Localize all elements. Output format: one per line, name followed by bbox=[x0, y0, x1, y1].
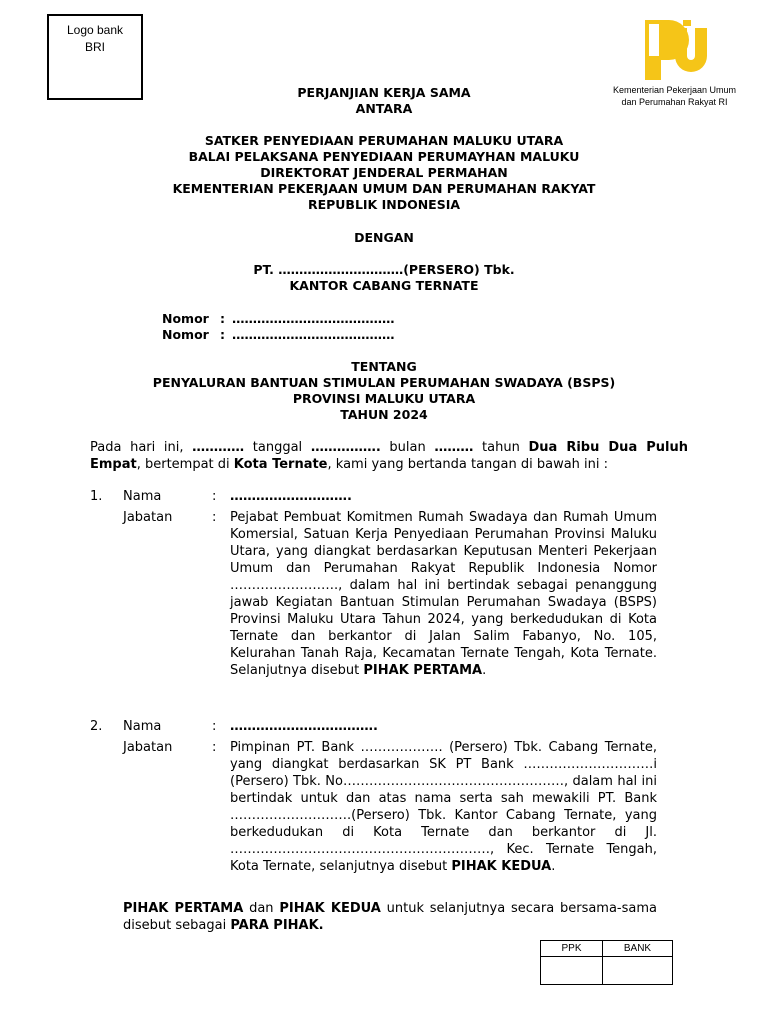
dengan-heading: DENGAN bbox=[354, 230, 414, 245]
pihak-pertama-term: PIHAK PERTAMA bbox=[123, 901, 244, 916]
party2-jabatan-body: Pimpinan PT. Bank ………………. (Persero) Tbk. Cabang Ternate, yang diangkat berdasarkan SK PT Bank …………………………i (Persero) Tbk. No……………………………………………, dalam hal ini bertindak untuk dan atas nama serta sah mewakili PT. Bank ……………………….(Persero) Tbk. Kantor Cabang Ternate, yang berkedudukan di Kota Ternate dan berkantor di Jl. ……………………………………………………, Kec. Ternate Tengah, Kota Ternate, selanjutnya disebut bbox=[230, 740, 657, 874]
closing-paragraph bbox=[123, 900, 657, 934]
party1-jabatan-end: . bbox=[482, 663, 487, 678]
party2-number: 2. bbox=[90, 719, 103, 734]
party2-jabatan-text bbox=[230, 739, 657, 875]
ministry-caption-line2: dan Perumahan Rakyat RI bbox=[621, 97, 728, 107]
nomor-label: Nomor bbox=[162, 311, 209, 326]
intro-text: bulan bbox=[380, 440, 435, 455]
day-blank: ………… bbox=[192, 440, 245, 455]
nomor-value: ………………………………… bbox=[232, 327, 395, 342]
party2-title-line2: KANTOR CABANG TERNATE bbox=[289, 278, 479, 293]
intro-text: tanggal bbox=[244, 440, 311, 455]
pu-logo-icon bbox=[639, 18, 711, 82]
party1-jabatan-colon: : bbox=[212, 510, 217, 525]
subject-line3: TAHUN 2024 bbox=[340, 407, 428, 422]
place-text: Kota Ternate bbox=[233, 457, 328, 472]
nomor-colon: : bbox=[220, 311, 225, 326]
party1-title-line2: BALAI PELAKSANA PENYEDIAAN PERUMAYHAN MALUKU bbox=[188, 149, 580, 164]
bank-initial-cell bbox=[603, 957, 673, 985]
intro-text: , bertempat di bbox=[136, 457, 234, 472]
party2-jabatan-end: . bbox=[551, 859, 556, 874]
closing-text: untuk selanjutnya secara bersama-sama disebut sebagai bbox=[123, 901, 657, 933]
party1-nama-colon: : bbox=[212, 489, 217, 504]
pihak-kedua-term: PIHAK KEDUA bbox=[279, 901, 381, 916]
para-pihak-term: PARA PIHAK. bbox=[230, 918, 324, 933]
party2-nama-label: Nama bbox=[123, 719, 162, 734]
closing-text: dan bbox=[243, 901, 280, 916]
ministry-caption-line1: Kementerian Pekerjaan Umum bbox=[612, 85, 737, 95]
party1-nama-label: Nama bbox=[123, 489, 162, 504]
party1-jabatan-text bbox=[230, 509, 657, 679]
party1-nama-value: ………………………. bbox=[230, 489, 352, 504]
party1-jabatan-body: Pejabat Pembuat Komitmen Rumah Swadaya dan Rumah Umum Komersial, Satuan Kerja Penyediaan Perumahan Provinsi Maluku Utara, yang diangkat berdasarkan Keputusan Menteri Pekerjaan Umum dan Perumahan Rakyat Republik Indonesia Nomor ……………………., dalam hal ini bertindak sebagai penanggung jawab Kegiatan Bantuan Stimulan Perumahan Swadaya (BSPS) Provinsi Maluku Utara Tahun 2024, yang berkedudukan di Kota Ternate dan berkantor di Jalan Salim Fabanyo, No. 105, Kelurahan Tanah Raja, Kecamatan Ternate Tengah, Kota Ternate. Selanjutnya disebut bbox=[230, 510, 657, 678]
party1-designation: PIHAK PERTAMA bbox=[363, 663, 483, 678]
nomor-colon: : bbox=[220, 327, 225, 342]
party2-title-line1: PT. …………………………(PERSERO) Tbk. bbox=[253, 262, 515, 277]
party2-designation: PIHAK KEDUA bbox=[451, 859, 552, 874]
ppk-initial-cell bbox=[541, 957, 603, 985]
subject-line2: PROVINSI MALUKU UTARA bbox=[292, 391, 476, 406]
party1-title-line3: DIREKTORAT JENDERAL PERMAHAN bbox=[260, 165, 508, 180]
party1-title-line1: SATKER PENYEDIAAN PERUMAHAN MALUKU UTARA bbox=[204, 133, 564, 148]
ppk-header: PPK bbox=[541, 941, 603, 957]
nomor-line-1 bbox=[162, 311, 395, 327]
party2-nama-colon: : bbox=[212, 719, 217, 734]
party2-jabatan-colon: : bbox=[212, 740, 217, 755]
intro-paragraph bbox=[90, 439, 688, 473]
logo-placeholder-line2: BRI bbox=[84, 40, 105, 54]
tentang-heading: TENTANG bbox=[351, 359, 417, 374]
party1-title-line4: KEMENTERIAN PEKERJAAN UMUM DAN PERUMAHAN RAKYAT bbox=[172, 181, 596, 196]
intro-text: tahun bbox=[473, 440, 529, 455]
logo-placeholder-line1: Logo bank bbox=[66, 23, 124, 37]
party1-number: 1. bbox=[90, 489, 103, 504]
nomor-line-2 bbox=[162, 327, 395, 343]
month-blank: ……… bbox=[434, 440, 474, 455]
nomor-label: Nomor bbox=[162, 327, 209, 342]
intro-text: Pada hari ini, bbox=[90, 440, 193, 455]
initials-table bbox=[540, 940, 673, 985]
intro-text: , kami yang bertanda tangan di bawah ini : bbox=[327, 457, 609, 472]
year-text: Dua Ribu Dua Puluh Empat bbox=[90, 440, 688, 472]
date-blank: ……………. bbox=[310, 440, 381, 455]
party1-title-line5: REPUBLIK INDONESIA bbox=[307, 197, 461, 212]
party2-nama-value: ……………………………. bbox=[230, 719, 378, 734]
doc-title-line1: PERJANJIAN KERJA SAMA bbox=[297, 85, 471, 100]
doc-title-line2: ANTARA bbox=[355, 101, 413, 116]
party1-jabatan-label: Jabatan bbox=[123, 510, 173, 525]
nomor-value: ………………………………… bbox=[232, 311, 395, 326]
bank-header: BANK bbox=[603, 941, 673, 957]
subject-line1: PENYALURAN BANTUAN STIMULAN PERUMAHAN SWADAYA (BSPS) bbox=[152, 375, 616, 390]
party2-jabatan-label: Jabatan bbox=[123, 740, 173, 755]
